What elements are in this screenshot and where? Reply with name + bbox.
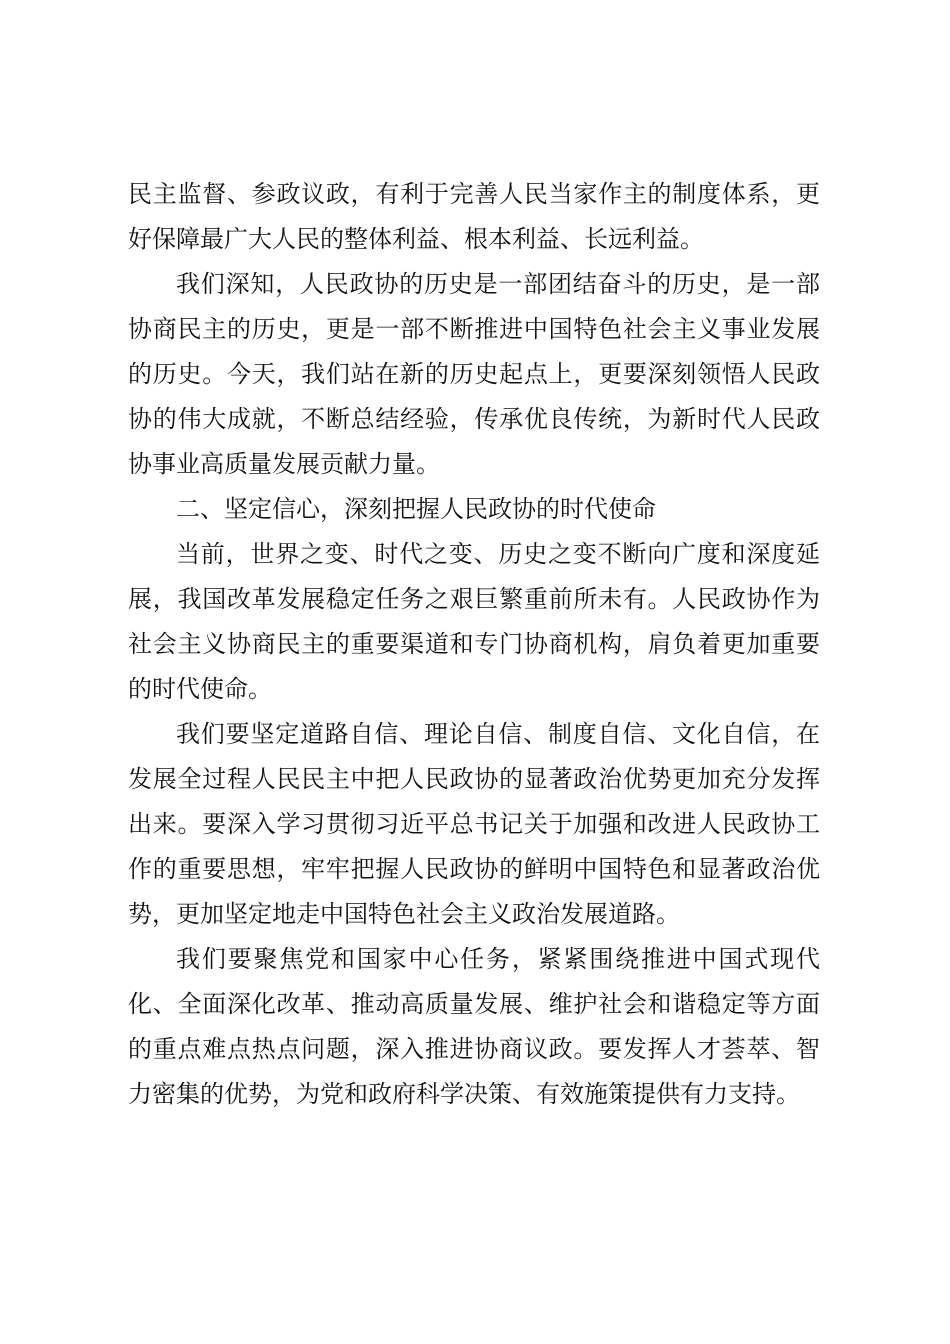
section-heading: 二、坚定信心，深刻把握人民政协的时代使命 [176,495,656,523]
paragraph-focus: 我们要聚焦党和国家中心任务，紧紧围绕推进中国式现代化、全面深化改革、推动高质量发展、维护社会和谐稳定等方面的重点难点热点问题，深入推进协商议政。要发挥人才荟萃、智力密集的优势，为党和政府科学决策、有效施策提供有力支持。 [128,945,820,1108]
paragraph-current-situation: 当前，世界之变、时代之变、历史之变不断向广度和深度延展，我国改革发展稳定任务之艰巨繁重前所未有。人民政协作为社会主义协商民主的重要渠道和专门协商机构，肩负着更加重要的时代使命。 [128,540,820,703]
document-body [128,172,820,1117]
paragraph-continuation: 民主监督、参政议政，有利于完善人民当家作主的制度体系，更好保障最广大人民的整体利益、根本利益、长远利益。 [128,180,820,253]
paragraph-confidence: 我们要坚定道路自信、理论自信、制度自信、文化自信，在发展全过程人民民主中把人民政协的显著政治优势更加充分发挥出来。要深入学习贯彻习近平总书记关于加强和改进人民政协工作的重要思想，牢牢把握人民政协的鲜明中国特色和显著政治优势，更加坚定地走中国特色社会主义政治发展道路。 [128,720,820,928]
paragraph-history: 我们深知，人民政协的历史是一部团结奋斗的历史，是一部协商民主的历史，更是一部不断推进中国特色社会主义事业发展的历史。今天，我们站在新的历史起点上，更要深刻领悟人民政协的伟大成就，不断总结经验，传承优良传统，为新时代人民政协事业高质量发展贡献力量。 [128,270,820,478]
